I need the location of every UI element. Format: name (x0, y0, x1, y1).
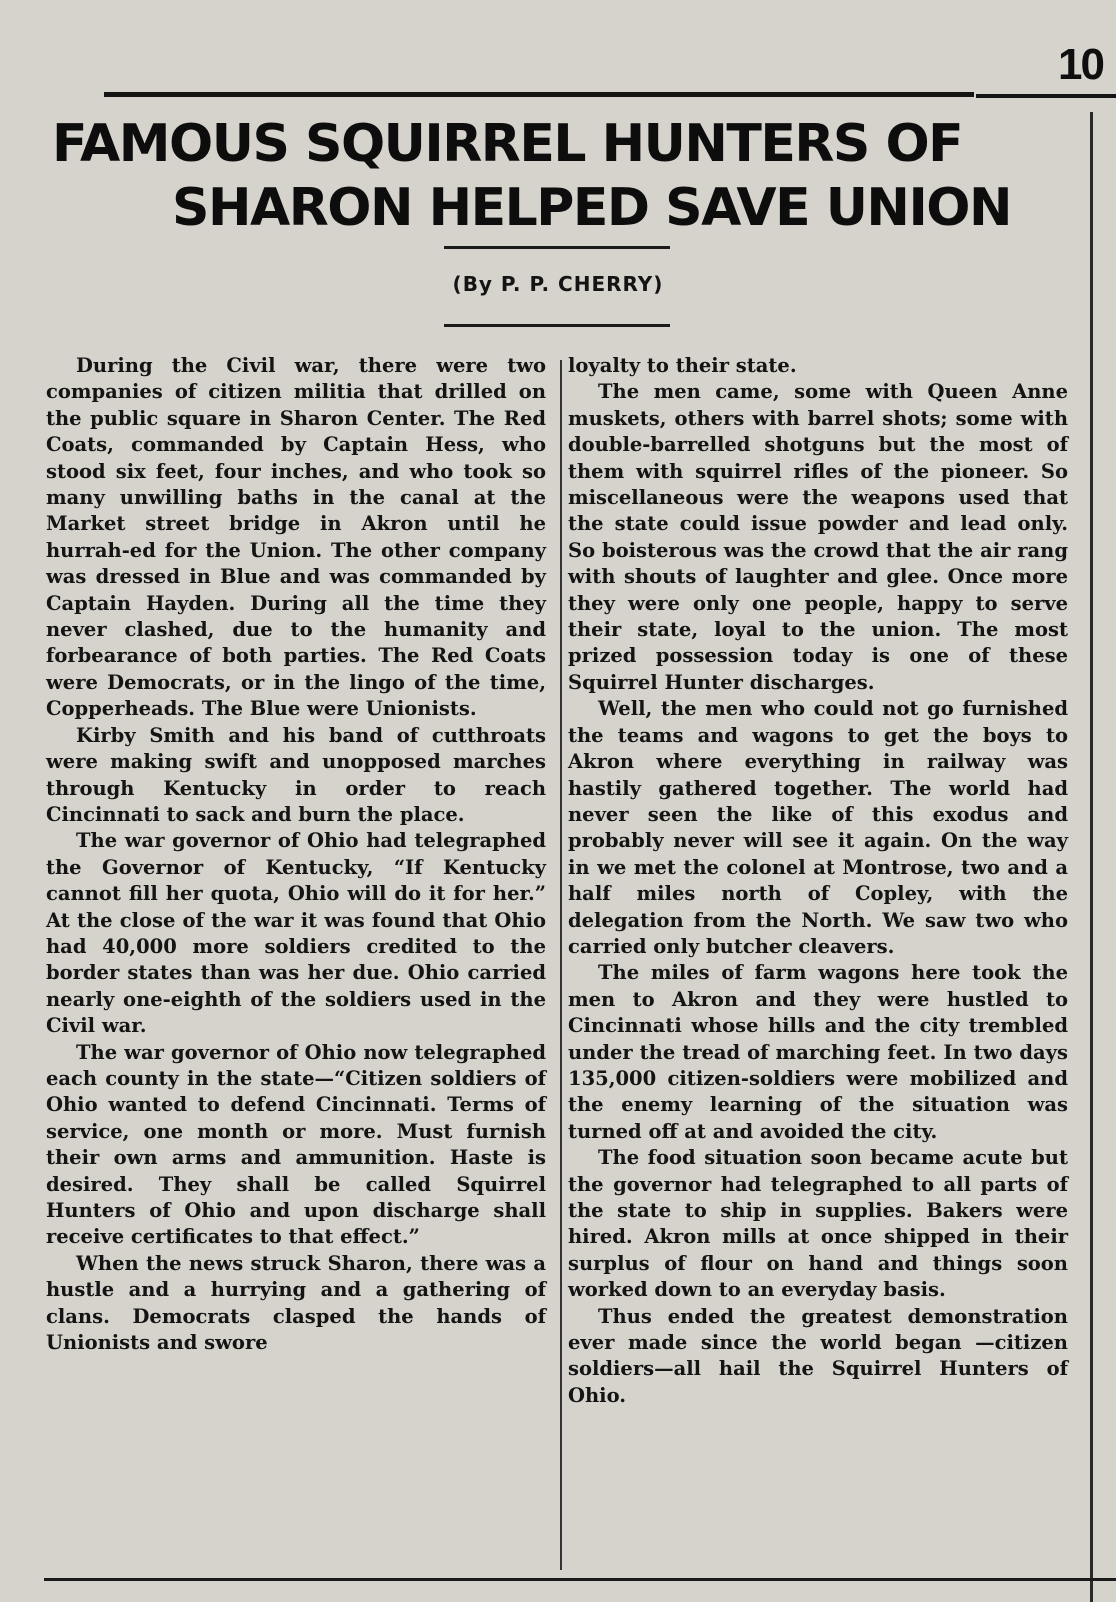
top-rule (104, 92, 974, 97)
gutter-rule (560, 360, 562, 1570)
article-column-left (46, 353, 546, 1356)
paragraph: The miles of farm wagons here took the men to Akron and they were hustled to Cincinnati whose hills and the city trembled under the tread of marching feet. In two days 135,000 citizen-soldiers were mobilized and the enemy learning of the situation was turned off at and avoided the city. (568, 961, 1068, 1143)
byline-rule-top (444, 246, 670, 249)
paragraph: Kirby Smith and his band of cutthroats were making swift and unopposed marches through Kentucky in order to reach Cincinnati to sack and burn the place. (46, 723, 546, 826)
top-rule-adjacent (976, 94, 1116, 98)
paragraph: When the news struck Sharon, there was a hustle and a hurrying and a gathering of clans. Democrats clasped the hands of Unionists and swore (46, 1251, 546, 1355)
paragraph-continuation: loyalty to their state. (568, 354, 797, 377)
byline-rule-bottom (444, 324, 670, 327)
paragraph: The war governor of Ohio now telegraphed each county in the state—“Citizen soldiers of Ohio wanted to defend Cincinnati. Terms of service, one month or more. Must furnish their own arms and ammunition. Haste is desired. They shall be called Squirrel Hunters of Ohio and upon discharge shall receive certificates to that effect.” (46, 1040, 546, 1249)
paragraph: Well, the men who could not go furnished the teams and wagons to get the boys to Akron where everything in railway was hastily gathered together. The world had never seen the like of this exodus and probably never will see it again. On the way in we met the colonel at Montrose, two and a half miles north of Copley, with the delegation from the North. We saw two who carried only butcher cleavers. (568, 697, 1068, 958)
headline-line-1: FAMOUS SQUIRREL HUNTERS OF (52, 114, 963, 174)
article-column-right (568, 353, 1068, 1409)
headline-line-2: SHARON HELPED SAVE UNION (172, 178, 1012, 238)
paragraph: The men came, some with Queen Anne muskets, others with barrel shots; some with double-barrelled shotguns but the most of them with squirrel rifles of the pioneer. So miscellaneous were the weapons used that the state could issue powder and lead only. So boisterous was the crowd that the air rang with shouts of laughter and glee. Once more they were only one people, happy to serve their state, loyal to the union. The most prized possession today is one of these Squirrel Hunter discharges. (568, 380, 1068, 694)
bottom-rule (44, 1578, 1116, 1581)
byline: (By P. P. CHERRY) (452, 272, 664, 296)
paragraph: Thus ended the greatest demonstration ever made since the world began —citizen soldiers—all hail the Squirrel Hunters of Ohio. (568, 1304, 1068, 1407)
headline (0, 112, 1090, 240)
paragraph: During the Civil war, there were two companies of citizen militia that drilled on the public square in Sharon Center. The Red Coats, commanded by Captain Hess, who stood six feet, four inches, and who took so many unwilling baths in the canal at the Market street bridge in Akron until he hurrah-ed for the Union. The other company was dressed in Blue and was commanded by Captain Hayden. During all the time they never clashed, due to the humanity and forbearance of both parties. The Red Coats were Democrats, or in the lingo of the time, Copperheads. The Blue were Unionists. (46, 354, 546, 721)
column-divider (1090, 112, 1093, 1602)
page-number: 10 (1058, 46, 1103, 84)
paragraph: The war governor of Ohio had telegraphed the Governor of Kentucky, “If Kentucky cannot fill her quota, Ohio will do it for her.” At the close of the war it was found that Ohio had 40,000 more soldiers credited to the border states than was her due. Ohio carried nearly one-eighth of the soldiers used in the Civil war. (46, 829, 546, 1038)
paragraph: The food situation soon became acute but the governor had telegraphed to all parts of the state to ship in supplies. Bakers were hired. Akron mills at once shipped in their surplus of flour on hand and things soon worked down to an everyday basis. (568, 1146, 1068, 1302)
